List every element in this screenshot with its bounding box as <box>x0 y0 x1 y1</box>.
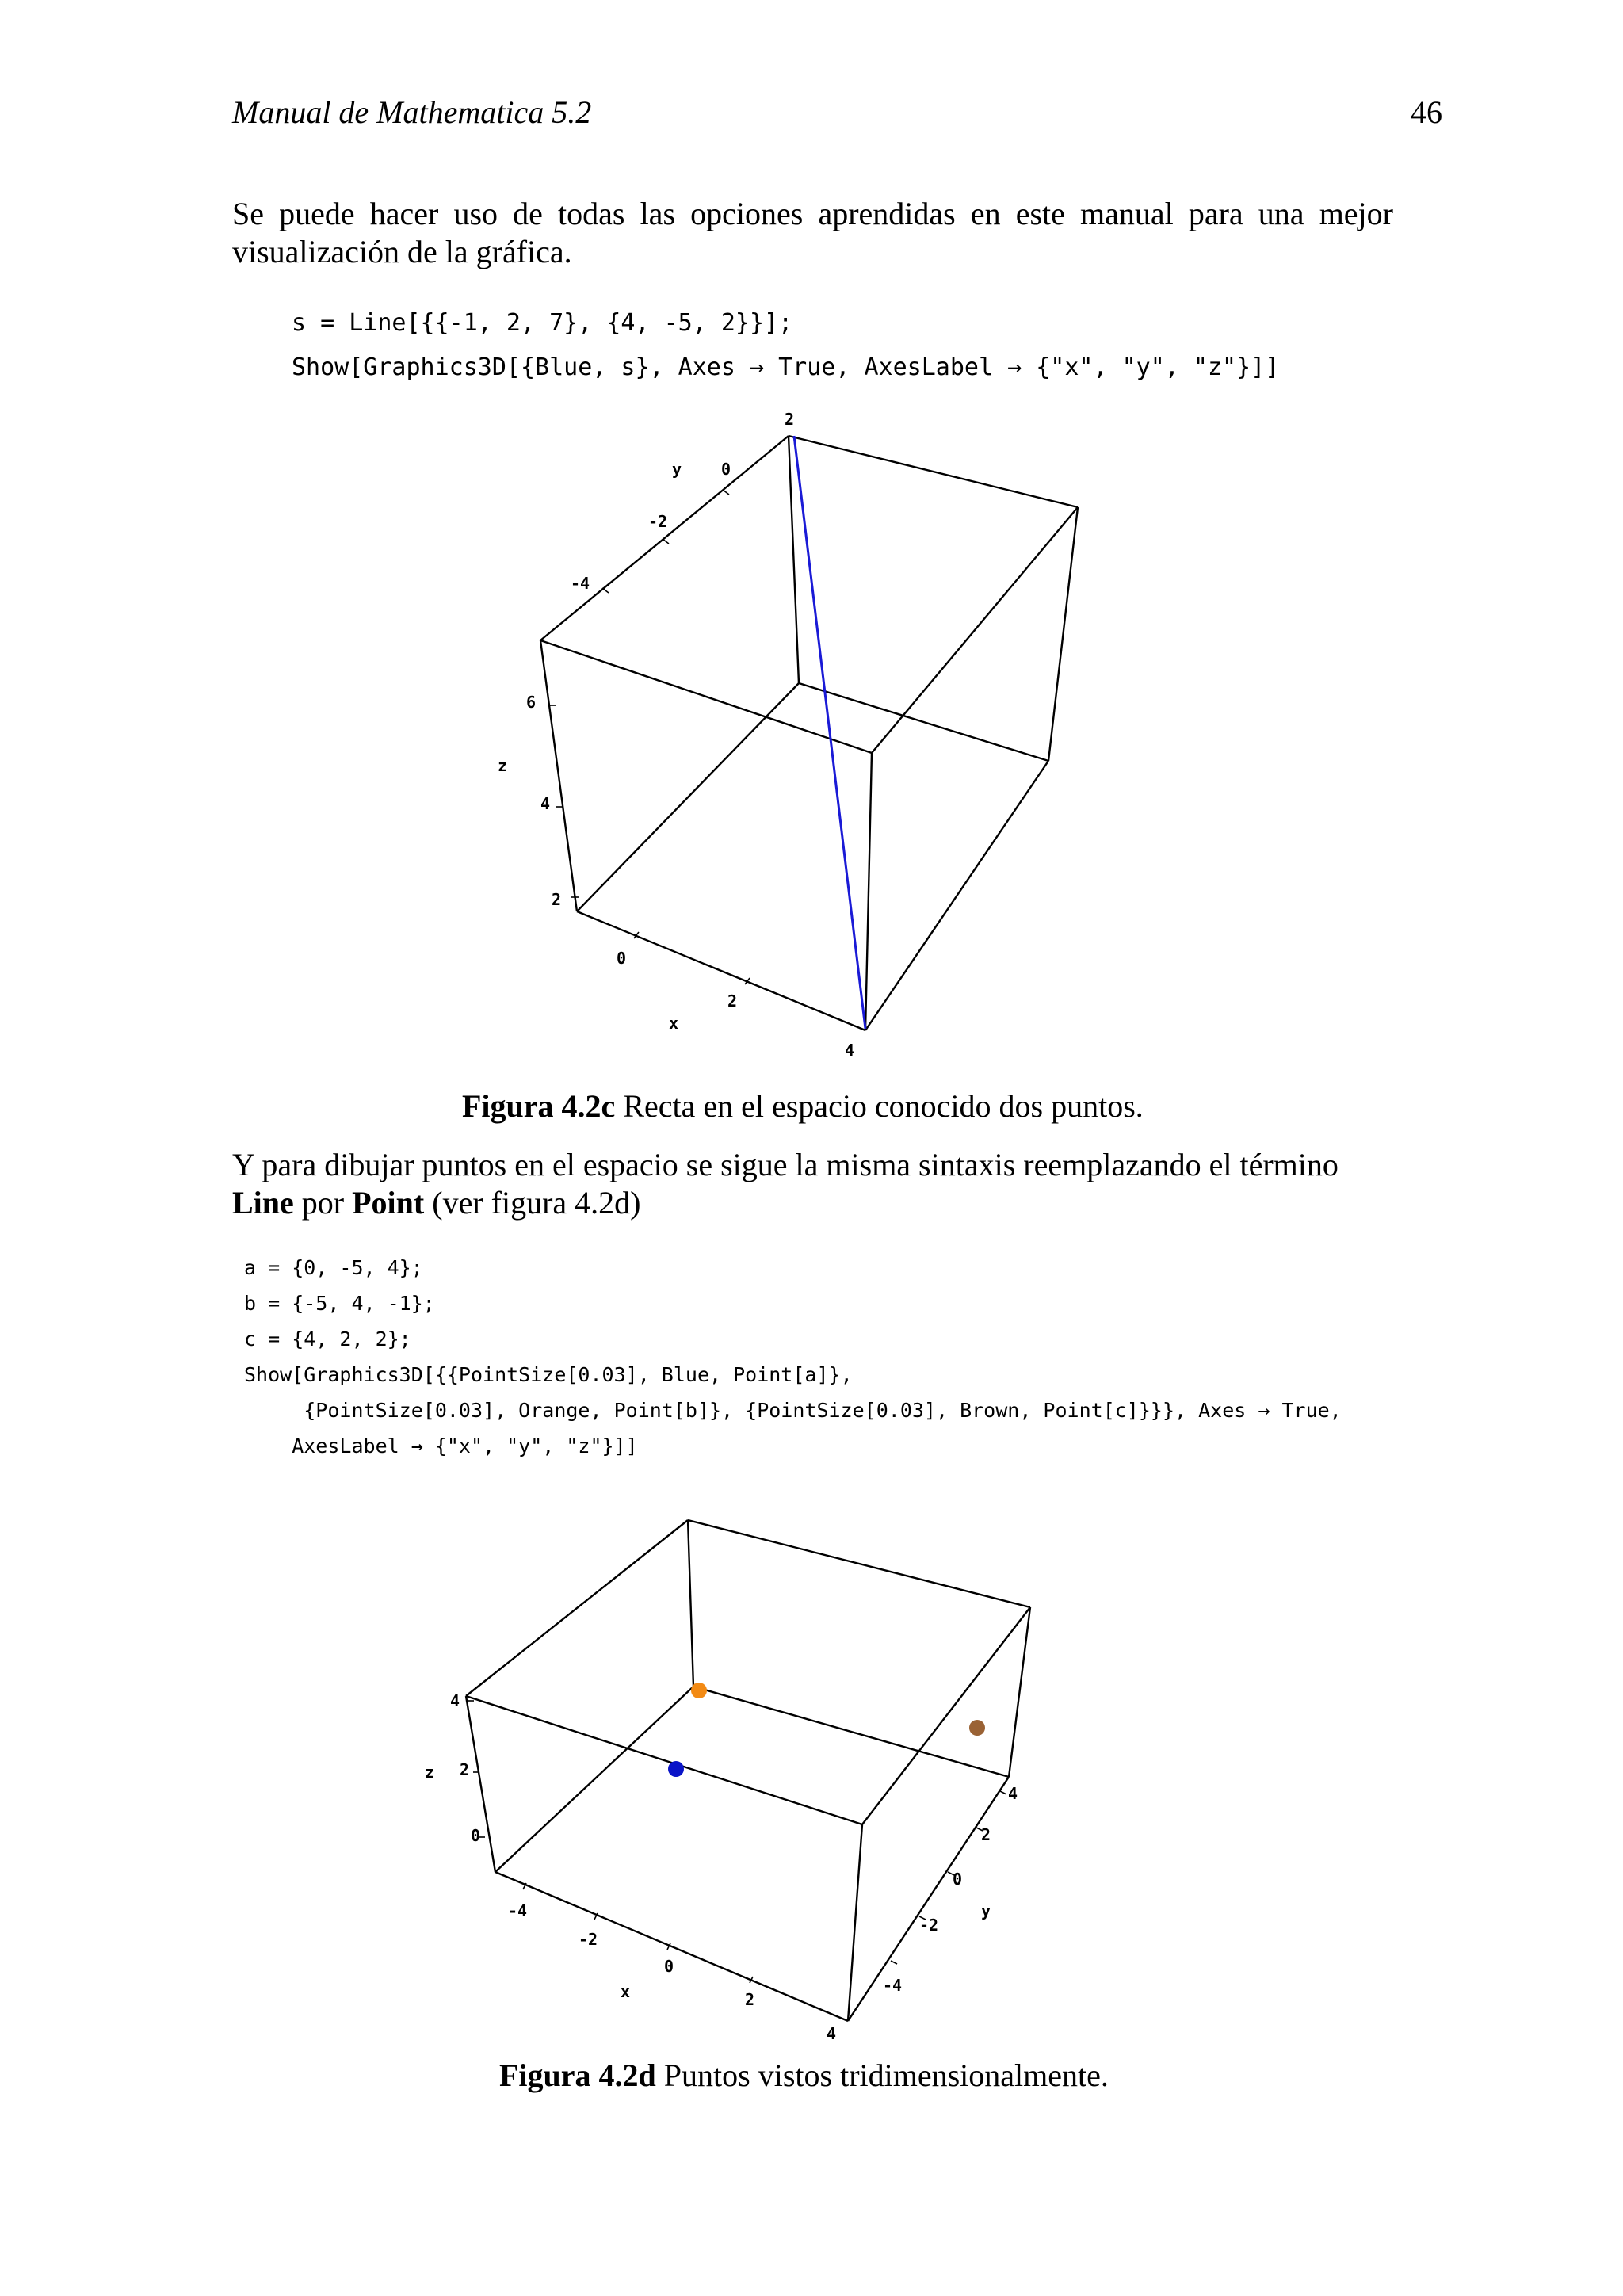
box-edge <box>688 1520 1030 1607</box>
paragraph-text: (ver figura 4.2d) <box>424 1185 641 1221</box>
tick-label-z-4: 4 <box>540 794 551 813</box>
box-edge <box>862 1607 1030 1824</box>
box-edge <box>466 1696 495 1872</box>
point-a-blue <box>668 1761 684 1777</box>
keyword-point: Point <box>352 1185 425 1221</box>
tick-label-z-0: 0 <box>471 1826 481 1845</box>
axis-label-z: z <box>498 756 508 775</box>
tick-label-z-2: 2 <box>460 1760 470 1779</box>
caption-label: Figura 4.2d <box>499 2057 656 2093</box>
paragraph-text: por <box>293 1185 353 1221</box>
code2-line-2: b = {-5, 4, -1}; <box>244 1292 435 1315</box>
tick-label-y-0: 0 <box>721 460 731 479</box>
box-edge <box>693 1687 1009 1777</box>
paragraph-text: Y para dibujar puntos en el espacio se sigue la misma sintaxis reemplazando el término <box>232 1147 1338 1182</box>
axis-label-z: z <box>425 1763 435 1782</box>
tick-label-y-4: 4 <box>1008 1784 1018 1803</box>
tick-label-z-2: 2 <box>552 890 562 909</box>
tick-label-x-0: 0 <box>664 1957 674 1976</box>
caption-text: Puntos vistos tridimensionalmente. <box>655 2057 1109 2093</box>
axis-label-x: x <box>621 1982 631 2001</box>
axis-label-x: x <box>669 1014 679 1033</box>
tick-label-x-neg2: -2 <box>579 1930 598 1949</box>
box-edge <box>495 1872 848 2021</box>
axis-label-y: y <box>672 460 682 479</box>
figure-4-2d-caption <box>499 2057 1109 2094</box>
running-header-title: Manual de Mathematica 5.2 <box>232 94 592 130</box>
bounding-box-edges-2 <box>466 1520 1030 2021</box>
code2-line-3: c = {4, 2, 2}; <box>244 1328 411 1350</box>
tick-label-x-2: 2 <box>745 1990 755 2009</box>
code-line-2: Show[Graphics3D[{Blue, s}, Axes → True, AxesLabel → {"x", "y", "z"}]] <box>292 353 1280 381</box>
code2-line-5: {PointSize[0.03], Orange, Point[b]}, {PointSize[0.03], Brown, Point[c]}}}, Axes → True, <box>244 1399 1342 1422</box>
tick-label-x-4: 4 <box>845 1041 855 1060</box>
tick-label-x-4: 4 <box>827 2024 837 2043</box>
box-edge <box>466 1520 688 1696</box>
paragraph-options: Se puede hacer uso de todas las opciones aprendidas en este manual para una mejor visualización de la gráfica. <box>232 196 1393 269</box>
axis-label-y: y <box>981 1901 991 1920</box>
point-b-orange <box>691 1683 707 1698</box>
page-number: 46 <box>1411 94 1442 130</box>
tick-label-y-neg4: -4 <box>571 574 590 593</box>
tick-label-y-neg2: -2 <box>648 512 668 531</box>
keyword-line: Line <box>232 1185 294 1221</box>
code2-line-1: a = {0, -5, 4}; <box>244 1256 423 1279</box>
box-edge <box>848 1777 1009 2021</box>
tick-label-z-4: 4 <box>450 1691 460 1710</box>
tick-label-x-neg4: -4 <box>508 1901 528 1920</box>
tick-label-x-2: 2 <box>727 991 738 1010</box>
tick-label-y-neg2: -2 <box>919 1916 939 1935</box>
tick-label-x-0: 0 <box>617 949 627 968</box>
box-edge <box>1009 1607 1030 1777</box>
tick-label-y-2: 2 <box>981 1825 991 1844</box>
point-c-brown <box>969 1720 985 1736</box>
caption-text: Recta en el espacio conocido dos puntos. <box>615 1088 1144 1124</box>
code-line-1: s = Line[{{-1, 2, 7}, {4, -5, 2}}]; <box>292 309 793 337</box>
tick-label-z-6: 6 <box>526 693 537 712</box>
box-edge <box>466 1696 862 1824</box>
box-edge <box>688 1520 693 1687</box>
code2-line-4: Show[Graphics3D[{{PointSize[0.03], Blue, Point[a]}, <box>244 1363 853 1386</box>
caption-label: Figura 4.2c <box>462 1088 616 1124</box>
box-edge <box>848 1824 862 2021</box>
tick-label-y-neg4: -4 <box>883 1976 903 1995</box>
tick-label-y-0: 0 <box>953 1870 963 1889</box>
code2-line-6: AxesLabel → {"x", "y", "z"}]] <box>244 1435 638 1457</box>
tick-label-y-2: 2 <box>785 410 795 429</box>
